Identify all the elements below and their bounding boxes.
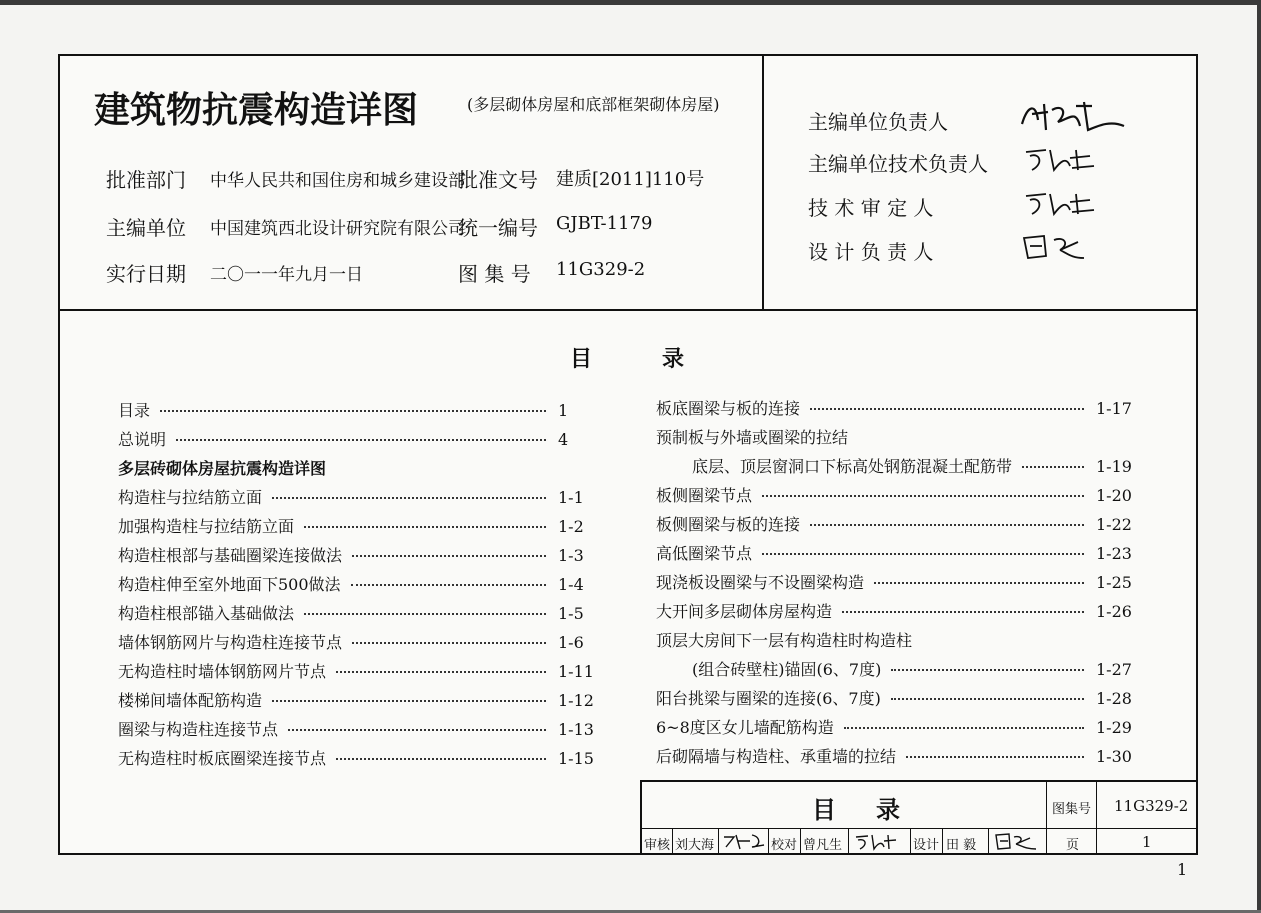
title-block-divider: [942, 829, 943, 853]
toc-entry-page: 1-1: [558, 488, 584, 507]
toc-leader-dots: [810, 408, 1084, 410]
toc-entry-page: 1-11: [558, 662, 594, 681]
title-block-title: 目录: [812, 796, 940, 824]
info-label: 主编单位: [106, 216, 186, 240]
scan-frame-top: [0, 0, 1261, 5]
toc-entry-title: 无构造柱时墙体钢筋网片节点: [118, 662, 327, 681]
toc-entry: [118, 429, 598, 451]
page-number: 1: [1177, 860, 1188, 879]
design-signature: [994, 831, 1038, 851]
toc-leader-dots: [874, 582, 1084, 584]
toc-entry: [656, 746, 1136, 768]
toc-entry-page: 1-3: [558, 546, 584, 565]
title-block-divider: [718, 829, 719, 853]
toc-entry-page: 1-28: [1096, 689, 1132, 708]
header-vertical-divider: [762, 56, 764, 309]
design-name: 田 毅: [946, 838, 977, 853]
toc-leader-dots: [1022, 466, 1084, 468]
toc-leader-dots: [891, 698, 1084, 700]
toc-leader-dots: [352, 555, 546, 557]
toc-leader-dots: [891, 669, 1084, 671]
responsible-label: 主编单位负责人: [808, 110, 948, 134]
toc-entry: [118, 690, 598, 712]
toc-entry-page: 1-12: [558, 691, 594, 710]
review-name: 刘大海: [675, 838, 715, 853]
responsible-row: [808, 236, 933, 265]
check-label: 校对: [771, 838, 798, 853]
toc-entry-page: 1-19: [1096, 457, 1132, 476]
toc-leader-dots: [906, 756, 1084, 758]
handwritten-signature: [1018, 100, 1128, 134]
toc-entry-page: 1-25: [1096, 573, 1132, 592]
toc-entry-title: 加强构造柱与拉结筋立面: [118, 517, 295, 536]
toc-entry: [656, 630, 1136, 652]
toc-section-heading: 多层砖砌体房屋抗震构造详图: [118, 459, 327, 478]
toc-entry-title: 构造柱与拉结筋立面: [118, 488, 263, 507]
toc-entry-page: 1-13: [558, 720, 594, 739]
toc-entry-page: 1-30: [1096, 747, 1132, 766]
toc-entry: [656, 427, 1136, 449]
toc-leader-dots: [272, 700, 546, 702]
info-label: 图 集 号: [458, 262, 531, 286]
toc-entry: [118, 603, 598, 625]
responsible-label: 技 术 审 定 人: [808, 196, 934, 220]
toc-entry-title: 预制板与外墙或圈梁的拉结: [656, 428, 849, 447]
toc-leader-dots: [351, 584, 546, 586]
toc-entry-title: 无构造柱时板底圈梁连接节点: [118, 749, 327, 768]
toc-leader-dots: [304, 526, 546, 528]
info-value: 中华人民共和国住房和城乡建设部: [210, 171, 465, 191]
toc-entry-page: 1-27: [1096, 660, 1132, 679]
toc-entry-title: 总说明: [118, 430, 167, 449]
toc-entry-page: 1-17: [1096, 399, 1132, 418]
atlas-label: 图集号: [1052, 802, 1092, 817]
toc-entry-page: 1-23: [1096, 544, 1132, 563]
title-block-divider: [672, 829, 673, 853]
toc-title: 目录: [570, 347, 755, 372]
info-label: 实行日期: [106, 262, 186, 286]
review-label: 审核: [644, 838, 671, 853]
toc-entry-page: 1-22: [1096, 515, 1132, 534]
toc-entry: [118, 748, 598, 770]
responsible-row: [808, 106, 948, 135]
toc-entry-page: 1: [558, 401, 569, 420]
toc-entry: [118, 719, 598, 741]
info-value: 11G329-2: [556, 259, 646, 280]
toc-entry: [118, 574, 598, 596]
toc-entry-title: 底层、顶层窗洞口下标高处钢筋混凝土配筋带: [692, 457, 1013, 476]
toc-entry: [656, 456, 1136, 478]
title-block: [640, 780, 1196, 853]
page-subtitle: (多层砌体房屋和底部框架砌体房屋): [467, 95, 720, 114]
title-block-divider: [642, 828, 1196, 829]
design-label: 设计: [913, 838, 940, 853]
info-value: GJBT-1179: [556, 213, 653, 234]
responsible-row: [808, 148, 988, 177]
drawing-sheet: [58, 54, 1198, 855]
toc-entry: [118, 661, 598, 683]
toc-entry-title: 墙体钢筋网片与构造柱连接节点: [118, 633, 343, 652]
toc-entry: [118, 632, 598, 654]
atlas-value: 11G329-2: [1114, 797, 1189, 815]
info-value: 建质[2011]110号: [556, 169, 705, 190]
toc-entry: [656, 514, 1136, 536]
toc-entry: [656, 688, 1136, 710]
info-value: 二〇一一年九月一日: [210, 265, 363, 285]
toc-entry: [656, 601, 1136, 623]
toc-entry-page: 1-15: [558, 749, 594, 768]
toc-leader-dots: [160, 410, 546, 412]
toc-entry-title: 目录: [118, 401, 151, 420]
title-block-divider: [988, 829, 989, 853]
toc-entry-title: (组合砖壁柱)锚固(6、7度): [692, 660, 882, 679]
toc-entry-title: 构造柱根部锚入基础做法: [118, 604, 295, 623]
toc-entry-page: 1-29: [1096, 718, 1132, 737]
toc-entry: [118, 400, 598, 422]
toc-entry: [656, 543, 1136, 565]
toc-entry-title: 高低圈梁节点: [656, 544, 753, 563]
header-divider: [60, 309, 1196, 311]
info-label: 统一编号: [458, 216, 538, 240]
title-block-divider: [910, 829, 911, 853]
toc-entry: [118, 545, 598, 567]
toc-entry-title: 楼梯间墙体配筋构造: [118, 691, 263, 710]
toc-entry-title: 板底圈梁与板的连接: [656, 399, 801, 418]
toc-entry-title: 6~8度区女儿墙配筋构造: [656, 718, 834, 737]
toc-leader-dots: [762, 495, 1084, 497]
page-label: 页: [1066, 838, 1080, 853]
toc-entry-title: 现浇板设圈梁与不设圈梁构造: [656, 573, 865, 592]
responsible-label: 主编单位技术负责人: [808, 152, 988, 176]
check-name: 曾凡生: [803, 838, 843, 853]
info-label: 批准文号: [458, 168, 538, 192]
toc-entry-title: 圈梁与构造柱连接节点: [118, 720, 279, 739]
toc-entry-page: 1-6: [558, 633, 584, 652]
toc-entry-title: 构造柱根部与基础圈梁连接做法: [118, 546, 343, 565]
toc-entry-title: 大开间多层砌体房屋构造: [656, 602, 833, 621]
toc-entry-title: 构造柱伸至室外地面下500做法: [118, 575, 341, 594]
toc-leader-dots: [810, 524, 1084, 526]
title-block-divider: [768, 829, 769, 853]
toc-leader-dots: [176, 439, 546, 441]
toc-entry-page: 1-26: [1096, 602, 1132, 621]
responsible-row: [808, 192, 933, 221]
toc-entry: [656, 659, 1136, 681]
toc-leader-dots: [336, 758, 546, 760]
toc-entry: [118, 487, 598, 509]
handwritten-signature: [1020, 186, 1100, 220]
toc-leader-dots: [844, 727, 1084, 729]
toc-leader-dots: [272, 497, 546, 499]
title-block-divider: [848, 829, 849, 853]
toc-leader-dots: [288, 729, 546, 731]
handwritten-signature: [1020, 230, 1090, 264]
toc-entry-title: 板侧圈梁节点: [656, 486, 753, 505]
toc-entry: [656, 398, 1136, 420]
toc-entry: [118, 458, 598, 480]
page-title: 建筑物抗震构造详图: [94, 90, 419, 131]
toc-entry-title: 顶层大房间下一层有构造柱时构造柱: [656, 631, 913, 650]
toc-entry-page: 4: [558, 430, 569, 449]
toc-entry-title: 板侧圈梁与板的连接: [656, 515, 801, 534]
toc-entry-page: 1-5: [558, 604, 584, 623]
title-block-divider: [1046, 782, 1047, 853]
toc-entry-title: 阳台挑梁与圈梁的连接(6、7度): [656, 689, 881, 708]
info-value: 中国建筑西北设计研究院有限公司: [210, 219, 465, 239]
toc-entry: [656, 572, 1136, 594]
toc-entry-page: 1-4: [558, 575, 584, 594]
toc-entry: [656, 717, 1136, 739]
info-label: 批准部门: [106, 168, 186, 192]
review-signature: [722, 831, 766, 851]
page-value: 1: [1142, 833, 1152, 851]
title-block-divider: [1096, 782, 1097, 853]
toc-leader-dots: [762, 553, 1084, 555]
toc-entry-page: 1-2: [558, 517, 584, 536]
toc-entry-page: 1-20: [1096, 486, 1132, 505]
handwritten-signature: [1020, 142, 1100, 176]
toc-leader-dots: [842, 611, 1084, 613]
check-signature: [854, 831, 898, 851]
toc-leader-dots: [336, 671, 546, 673]
toc-entry: [656, 485, 1136, 507]
responsible-label: 设 计 负 责 人: [808, 240, 934, 264]
title-block-divider: [800, 829, 801, 853]
toc-entry-title: 后砌隔墙与构造柱、承重墙的拉结: [656, 747, 897, 766]
scan-frame-right: [1257, 0, 1261, 913]
toc-entry: [118, 516, 598, 538]
toc-leader-dots: [304, 613, 546, 615]
toc-leader-dots: [352, 642, 546, 644]
